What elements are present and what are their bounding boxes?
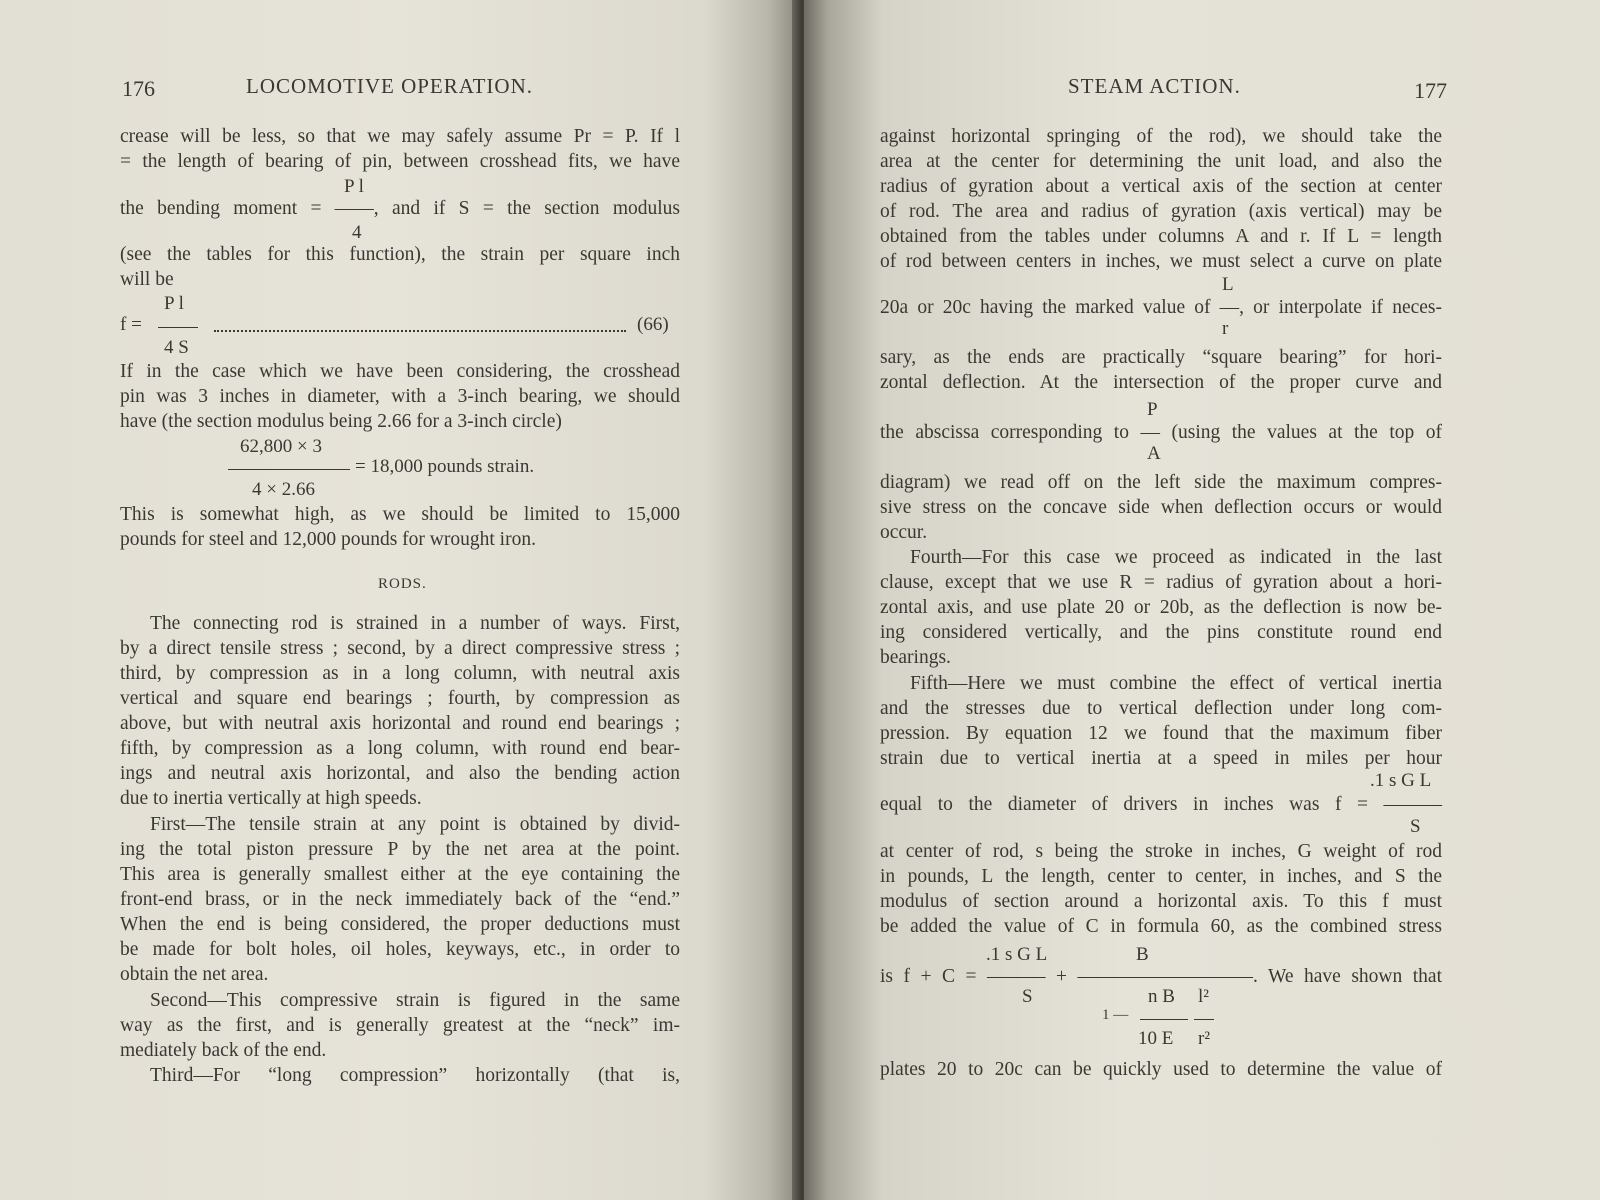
eq66-lhs: f = <box>120 314 142 335</box>
text-line: 20a or 20c having the marked value of —, or interpolate if neces- <box>880 297 1442 318</box>
eq-inertia-denominator: S <box>1410 816 1421 837</box>
text-line: modulus of section around a horizontal axis. To this f must <box>880 891 1442 912</box>
running-head: STEAM ACTION. <box>1068 74 1241 98</box>
text-line: be made for bolt holes, oil holes, keyways, etc., in order to <box>120 939 680 960</box>
text-line: third, by compression as in a long column, with neutral axis <box>120 663 680 684</box>
comb-numerator-1: .1 s G L <box>986 944 1048 965</box>
comb-denominator-1: S <box>1022 986 1033 1007</box>
text-line: (see the tables for this function), the strain per square inch <box>120 244 680 265</box>
text-line: diagram) we read off on the left side the maximum compres- <box>880 472 1442 493</box>
text-line: pounds for steel and 12,000 pounds for wrought iron. <box>120 529 536 550</box>
text-line: in pounds, L the length, center to center, in inches, and S the <box>880 866 1442 887</box>
page-number: 177 <box>1414 78 1447 103</box>
text-line: mediately back of the end. <box>120 1040 327 1061</box>
text-line: Fourth—For this case we proceed as indicated in the last <box>910 547 1442 568</box>
text-line: be added the value of C in formula 60, as the combined stress <box>880 916 1442 937</box>
text-line: vertical and square end bearings ; fourth, by compression as <box>120 688 680 709</box>
text-line: sive stress on the concave side when deflection occurs or would <box>880 497 1442 518</box>
text-line: ing considered vertically, and the pins constitute round end <box>880 622 1442 643</box>
eq-inertia-numerator: .1 s G L <box>1370 770 1432 791</box>
text-line: clause, except that we use R = radius of gyration about a hori- <box>880 572 1442 593</box>
section-heading: RODS. <box>378 576 427 592</box>
text-line: pin was 3 inches in diameter, with a 3-inch bearing, we should <box>120 386 680 407</box>
text-line: at center of rod, s being the stroke in inches, G weight of rod <box>880 841 1442 862</box>
text-line: will be <box>120 269 174 290</box>
equation-number: (66) <box>637 314 669 335</box>
comb-denominator-2a: n B <box>1148 986 1175 1007</box>
text-line: occur. <box>880 522 928 543</box>
text-line: First—The tensile strain at any point is obtained by divid- <box>150 814 680 835</box>
text-line: plates 20 to 20c can be quickly used to determine the value of <box>880 1059 1442 1080</box>
text-line: obtained from the tables under columns A and r. If L = length <box>880 226 1442 247</box>
text-line: sary, as the ends are practically “square bearing” for hori- <box>880 347 1442 368</box>
fraction-denominator: 4 <box>352 222 362 243</box>
text-line: front-end brass, or in the neck immediately back of the “end.” <box>120 889 680 910</box>
calc-numerator: 62,800 × 3 <box>240 436 322 457</box>
fraction-bar <box>1194 1019 1214 1020</box>
text-line: radius of gyration about a vertical axis of the section at center <box>880 176 1442 197</box>
text-line: obtain the net area. <box>120 964 269 985</box>
text-line: is f + C = ——— + —————————. We have shown that <box>880 966 1442 987</box>
running-head: LOCOMOTIVE OPERATION. <box>246 74 533 98</box>
comb-denominator-2d: 10 E <box>1138 1028 1174 1049</box>
text-line: above, but with neutral axis horizontal and round end bearings ; <box>120 713 680 734</box>
text-line: have (the section modulus being 2.66 for a 3-inch circle) <box>120 411 562 432</box>
eq66-denominator: 4 S <box>164 337 189 358</box>
text-line: by a direct tensile stress ; second, by a direct compressive stress ; <box>120 638 680 659</box>
text-line: and the stresses due to vertical deflection under long com- <box>880 698 1442 719</box>
text-line: fifth, by compression as a long column, with round end bear- <box>120 738 680 759</box>
calc-denominator: 4 × 2.66 <box>252 479 315 500</box>
comb-denominator-2c: 1 — <box>1102 1007 1129 1023</box>
text-line: crease will be less, so that we may safely assume Pr = P. If l <box>120 126 680 147</box>
text-line: against horizontal springing of the rod), we should take the <box>880 126 1442 147</box>
text-line: Second—This compressive strain is figured in the same <box>150 990 680 1011</box>
fraction-denominator: r <box>1222 318 1229 339</box>
fraction-numerator: P l <box>344 176 364 197</box>
text-line: zontal deflection. At the intersection of the proper curve and <box>880 372 1442 393</box>
text-line: When the end is being considered, the proper deductions must <box>120 914 680 935</box>
text-line: Fifth—Here we must combine the effect of vertical inertia <box>910 673 1442 694</box>
text-line: the abscissa corresponding to — (using the values at the top of <box>880 422 1442 443</box>
text-line: way as the first, and is generally greatest at the “neck” im- <box>120 1015 680 1036</box>
text-line: area at the center for determining the unit load, and also the <box>880 151 1442 172</box>
text-line: ing the total piston pressure P by the net area at the point. <box>120 839 680 860</box>
fraction-denominator: A <box>1147 443 1161 464</box>
fraction-bar <box>158 327 198 328</box>
text-line: pression. By equation 12 we found that the maximum fiber <box>880 723 1442 744</box>
text-line: This is somewhat high, as we should be limited to 15,000 <box>120 504 680 525</box>
calc-result: = 18,000 pounds strain. <box>355 456 535 477</box>
fraction-numerator: L <box>1222 274 1234 295</box>
text-line: ings and neutral axis horizontal, and also the bending action <box>120 763 680 784</box>
eq66-numerator: P l <box>164 293 184 314</box>
leader-dots <box>214 330 626 332</box>
fraction-bar <box>1140 1019 1188 1020</box>
text-line: zontal axis, and use plate 20 or 20b, as the deflection is now be- <box>880 597 1442 618</box>
comb-denominator-2e: r² <box>1198 1028 1211 1049</box>
text-line: bearings. <box>880 647 951 668</box>
fraction-bar <box>228 469 350 470</box>
text-line: = the length of bearing of pin, between crosshead fits, we have <box>120 151 680 172</box>
page-number: 176 <box>122 76 155 101</box>
text-line: If in the case which we have been considering, the crosshead <box>120 361 680 382</box>
text-line: strain due to vertical inertia at a speed in miles per hour <box>880 748 1442 769</box>
text-line: This area is generally smallest either at the eye containing the <box>120 864 680 885</box>
text-line: of rod between centers in inches, we must select a curve on plate <box>880 251 1442 272</box>
text-line: the bending moment = ——, and if S = the section modulus <box>120 198 680 219</box>
text-line: of rod. The area and radius of gyration (axis vertical) may be <box>880 201 1442 222</box>
text-line: due to inertia vertically at high speeds. <box>120 788 422 809</box>
text-line: equal to the diameter of drivers in inches was f = ——— <box>880 794 1442 815</box>
text-line: The connecting rod is strained in a number of ways. First, <box>150 613 680 634</box>
fraction-numerator: P <box>1147 399 1158 420</box>
text-line: Third—For “long compression” horizontally (that is, <box>150 1065 680 1086</box>
right-page <box>804 0 1600 1200</box>
comb-denominator-2b: l² <box>1198 986 1209 1007</box>
comb-numerator-2: B <box>1136 944 1149 965</box>
